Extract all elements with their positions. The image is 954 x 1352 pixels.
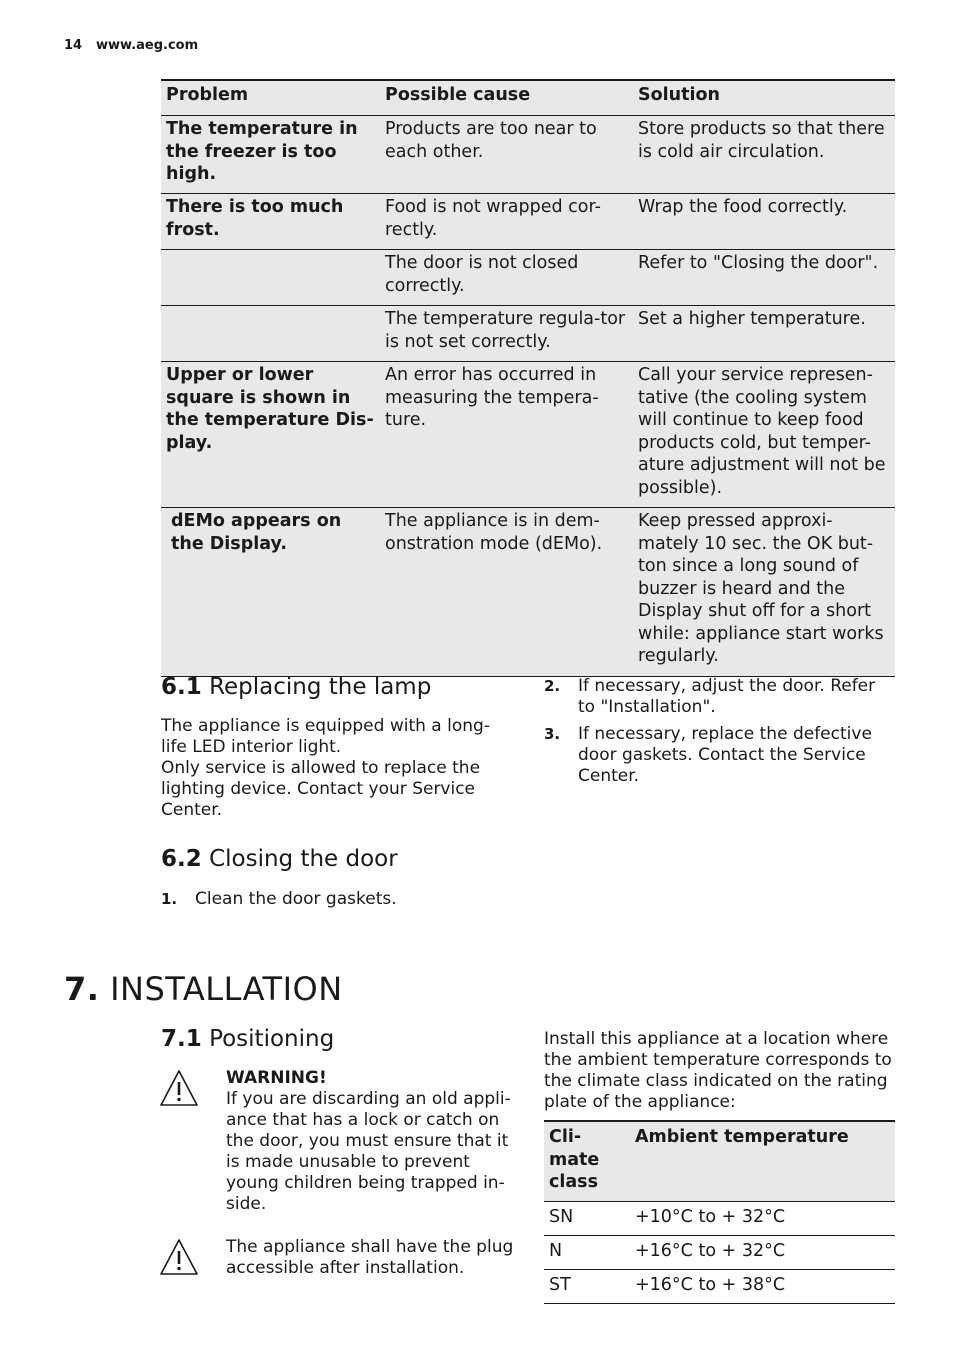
temperature-cell: +16°C to + 32°C: [635, 1241, 786, 1261]
climate-class-cell: N: [549, 1241, 563, 1261]
section-6-1-body: [161, 716, 506, 821]
solution-cell: Refer to "Closing the door".: [638, 253, 879, 273]
table-row: [161, 116, 895, 194]
step-text: Clean the door gaskets.: [195, 889, 397, 909]
header-ambient-temperature: Ambient temperature: [635, 1127, 849, 1147]
table-row: [161, 194, 895, 250]
warning-triangle-icon: [159, 1237, 199, 1277]
table-row: [161, 362, 895, 508]
cause-cell: The temperature regula-tor is not set correctly.: [385, 309, 626, 352]
problem-cell: [161, 250, 380, 305]
cause-cell: An error has occurred in measuring the tempera-ture.: [385, 365, 599, 430]
table-header-row: [544, 1120, 895, 1202]
chapter-title: INSTALLATION: [110, 970, 343, 1008]
header-solution: Solution: [638, 84, 720, 105]
step-number: 2.: [544, 677, 561, 695]
header-cause: Possible cause: [385, 84, 531, 105]
body-line: The appliance is equipped with a long-life LED interior light.: [161, 716, 490, 757]
problem-cell: dEMo appears on the Display.: [171, 511, 342, 554]
section-number: 6.1: [161, 674, 202, 700]
installation-intro: Install this appliance at a location where the ambient temperature corresponds to the climate class indicated on the rating plate of the appliance:: [544, 1029, 892, 1112]
solution-cell: Wrap the food correctly.: [638, 197, 848, 217]
solution-cell: Store products so that there is cold air circulation.: [638, 119, 885, 162]
temperature-cell: +10°C to + 32°C: [635, 1207, 786, 1227]
section-number: 6.2: [161, 846, 202, 872]
problem-cell: The temperature in the freezer is too high.: [166, 119, 358, 184]
section-6-2-heading: [161, 846, 398, 872]
step-text: If necessary, adjust the door. Refer to "Installation".: [578, 676, 876, 717]
note-block: [159, 1237, 516, 1279]
header-climate-class: Cli-mate class: [549, 1127, 600, 1192]
cause-cell: Food is not wrapped cor-rectly.: [385, 197, 601, 240]
section-number: 7.1: [161, 1026, 202, 1052]
table-row: [544, 1202, 895, 1236]
cause-cell: The appliance is in dem-onstration mode (dEMo).: [385, 511, 603, 554]
problem-cell: There is too much frost.: [166, 197, 344, 240]
warning-text-block: [226, 1068, 516, 1215]
step-text: If necessary, replace the defective door gaskets. Contact the Service Center.: [578, 724, 872, 786]
body-line: Only service is allowed to replace the lighting device. Contact your Service Center.: [161, 758, 481, 820]
section-7-1-heading: [161, 1026, 334, 1052]
table-row: [161, 250, 895, 306]
list-item: [544, 676, 889, 718]
warning-triangle-icon: [159, 1068, 199, 1108]
cause-cell: Products are too near to each other.: [385, 119, 597, 162]
table-header-row: [161, 79, 895, 116]
chapter-number: 7.: [64, 970, 100, 1008]
problem-cell: Upper or lower square is shown in the temperature Dis-play.: [166, 365, 374, 453]
warning-title: WARNING!: [226, 1068, 327, 1088]
temperature-cell: +16°C to + 38°C: [635, 1275, 786, 1295]
section-title: Positioning: [209, 1026, 335, 1052]
solution-cell: Set a higher temperature.: [638, 309, 866, 329]
step-number: 1.: [161, 890, 178, 908]
list-item: [544, 724, 889, 787]
climate-class-cell: ST: [549, 1275, 571, 1295]
warning-block: [159, 1068, 516, 1215]
warning-text: If you are discarding an old appli-ance that has a lock or catch on the door, you must ensure that it is made unusable to prevent young children being trapped in-side.: [226, 1089, 511, 1214]
step-number: 3.: [544, 725, 561, 743]
table-row: [544, 1270, 895, 1304]
table-row: [161, 306, 895, 362]
page-header: [64, 38, 198, 53]
site-url: www.aeg.com: [96, 38, 199, 53]
table-row: [161, 508, 895, 677]
troubleshooting-table: [161, 79, 895, 677]
solution-cell: Keep pressed approxi-mately 10 sec. the OK but-ton since a long sound of buzzer is heard and the Display shut off for a short while: appliance start works regularly.: [638, 511, 884, 666]
note-text: The appliance shall have the plug accessible after installation.: [226, 1237, 514, 1278]
solution-cell: Call your service represen-tative (the cooling system will continue to keep food products cold, but temper-ature adjustment will not be possible).: [638, 365, 886, 498]
table-row: [544, 1236, 895, 1270]
chapter-heading: [64, 970, 343, 1008]
climate-table: [544, 1120, 895, 1304]
section-6-1-heading: [161, 674, 431, 700]
section-title: Replacing the lamp: [209, 674, 432, 700]
list-item: [161, 889, 506, 910]
cause-cell: The door is not closed correctly.: [385, 253, 579, 296]
climate-class-cell: SN: [549, 1207, 574, 1227]
header-problem: Problem: [166, 84, 249, 105]
problem-cell: [161, 306, 380, 361]
page-number: 14: [64, 38, 83, 53]
section-title: Closing the door: [209, 846, 398, 872]
